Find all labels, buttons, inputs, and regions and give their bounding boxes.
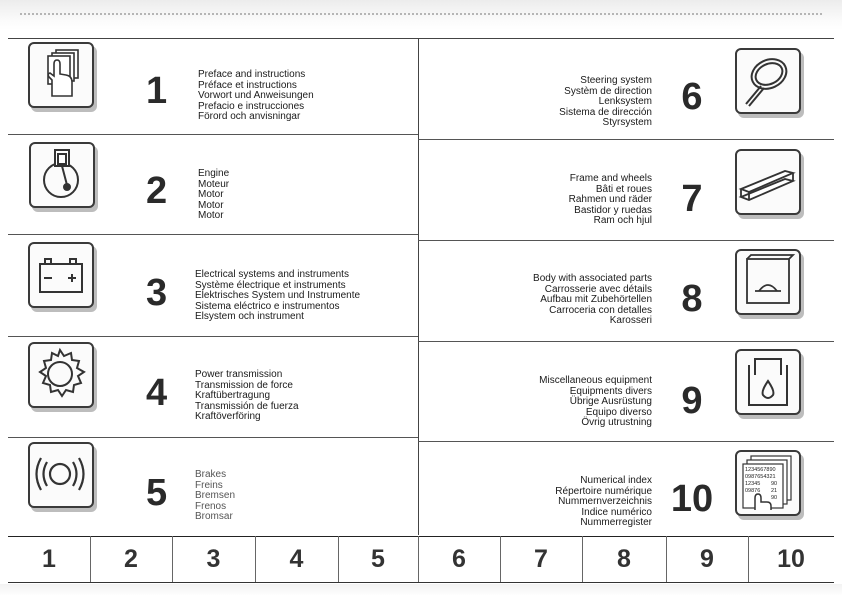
- title-de: Vorwort und Anweisungen: [198, 90, 314, 101]
- row-divider: [8, 437, 418, 438]
- title-de: Aufbau mit Zubehörtellen: [540, 294, 652, 305]
- section-number: 5: [146, 472, 168, 514]
- title-sv: Kraftöverföring: [195, 411, 261, 422]
- title-fr: Transmission de force: [195, 379, 293, 391]
- title-es: Transmissión de fuerza: [195, 400, 299, 412]
- title-es: Frenos: [195, 500, 227, 512]
- index-digits: 90: [771, 481, 778, 487]
- section-number: 7: [681, 178, 703, 220]
- title-de: Bremsen: [195, 490, 236, 501]
- title-es: Bastidor y ruedas: [574, 204, 652, 216]
- index-digits: 21: [771, 488, 778, 494]
- section-number: 1: [146, 70, 168, 112]
- brake-icon: [28, 442, 94, 508]
- title-es: Carroceria con detalles: [549, 304, 652, 316]
- cab-body-icon: [735, 249, 801, 315]
- title-sv: Elsystem och instrument: [195, 311, 304, 322]
- title-en: Numerical index: [580, 475, 652, 486]
- section-title-lines: [555, 476, 652, 529]
- title-es: Indice numérico: [581, 506, 652, 518]
- hand-pointing-document-icon: [28, 42, 94, 108]
- tab-5[interactable]: 5: [371, 544, 385, 573]
- index-digits: 12345: [745, 481, 761, 487]
- title-en: Body with associated parts: [533, 273, 652, 284]
- section-title-lines: [539, 376, 652, 429]
- section-number: 3: [146, 272, 168, 314]
- title-de: Kraftübertragung: [195, 390, 271, 401]
- section-number: 2: [146, 170, 168, 212]
- numerical-index-icon: [735, 450, 801, 516]
- tab-7[interactable]: 7: [534, 544, 548, 573]
- section-number: 8: [681, 278, 703, 320]
- index-digits: 1234567890: [745, 467, 776, 473]
- title-en: Electrical systems and instruments: [195, 269, 349, 280]
- section-title-lines: [198, 169, 229, 222]
- title-en: Engine: [198, 168, 230, 179]
- title-es: Equipo diverso: [585, 406, 652, 418]
- row-divider: [8, 134, 418, 135]
- row-divider: [418, 240, 834, 241]
- title-fr: Moteur: [198, 178, 230, 190]
- row-divider: [8, 234, 418, 235]
- title-es: Sistema de dirección: [559, 106, 652, 118]
- index-digits: 09876: [745, 488, 761, 494]
- section-number: 4: [146, 372, 168, 414]
- section-title-lines: [195, 270, 360, 323]
- title-sv: Motor: [198, 210, 224, 221]
- tab-1[interactable]: 1: [42, 544, 56, 573]
- title-sv: Förord och anvisningar: [198, 111, 301, 122]
- title-de: Motor: [198, 189, 224, 200]
- title-fr: Bâti et roues: [595, 183, 652, 195]
- column-divider: [418, 38, 419, 535]
- title-fr: Carrosserie avec détails: [544, 283, 652, 295]
- section-number: 10: [670, 478, 714, 520]
- title-es: Prefacio e instrucciones: [198, 100, 305, 112]
- title-fr: Freins: [195, 479, 223, 491]
- title-en: Steering system: [580, 75, 652, 86]
- top-edge-strip: [0, 0, 842, 30]
- tab-6[interactable]: 6: [452, 544, 466, 573]
- row-divider: [418, 139, 834, 140]
- title-de: Nummernverzeichnis: [558, 496, 652, 507]
- title-de: Lenksystem: [598, 96, 652, 107]
- frame-rails-icon: [735, 149, 801, 215]
- title-fr: Systèm de direction: [564, 85, 652, 97]
- row-divider: [8, 336, 418, 337]
- engine-icon: [29, 142, 95, 208]
- tab-2[interactable]: 2: [124, 544, 138, 573]
- steering-wheel-icon: [735, 48, 801, 114]
- section-title-lines: [198, 70, 314, 123]
- section-title-lines: [533, 274, 652, 327]
- title-fr: Répertoire numérique: [555, 485, 652, 497]
- section-number: 6: [681, 76, 703, 118]
- tab-8[interactable]: 8: [617, 544, 631, 573]
- tab-9[interactable]: 9: [700, 544, 714, 573]
- section-number: 9: [681, 380, 703, 422]
- title-de: Elektrisches System und Instrumente: [195, 290, 361, 301]
- gear-icon: [28, 342, 94, 408]
- tab-3[interactable]: 3: [206, 544, 221, 573]
- title-de: Rahmen und räder: [568, 194, 652, 205]
- title-sv: Övrig utrustning: [581, 417, 652, 428]
- section-title-lines: [195, 370, 299, 423]
- title-fr: Système électrique et instruments: [195, 279, 346, 291]
- title-es: Motor: [198, 199, 224, 211]
- title-de: Übrige Ausrüstung: [569, 396, 652, 407]
- battery-icon: [28, 242, 94, 308]
- section-tab-strip: [8, 536, 834, 583]
- section-title-lines: [195, 470, 235, 523]
- title-fr: Equipments divers: [569, 385, 652, 397]
- title-sv: Karosseri: [609, 315, 652, 326]
- section-title-lines: [569, 174, 652, 227]
- title-sv: Styrsystem: [602, 117, 652, 128]
- title-sv: Nummerregister: [580, 517, 652, 528]
- title-sv: Bromsar: [195, 511, 233, 522]
- title-en: Frame and wheels: [569, 173, 652, 184]
- index-digits: 90: [771, 495, 778, 501]
- title-fr: Préface et instructions: [198, 79, 297, 91]
- title-en: Miscellaneous equipment: [539, 375, 652, 386]
- title-en: Power transmission: [195, 369, 283, 380]
- tab-4[interactable]: 4: [289, 544, 304, 573]
- row-divider: [418, 341, 834, 342]
- section-title-lines: [559, 76, 652, 129]
- tab-10[interactable]: 10: [777, 544, 805, 573]
- title-en: Brakes: [195, 469, 227, 480]
- oil-drop-container-icon: [735, 349, 801, 415]
- title-en: Preface and instructions: [198, 69, 306, 80]
- row-divider: [418, 441, 834, 442]
- bottom-edge-shadow: [0, 584, 842, 596]
- title-sv: Ram och hjul: [593, 215, 652, 226]
- title-es: Sistema eléctrico e instrumentos: [195, 300, 340, 312]
- index-digits: 0987654321: [745, 474, 776, 480]
